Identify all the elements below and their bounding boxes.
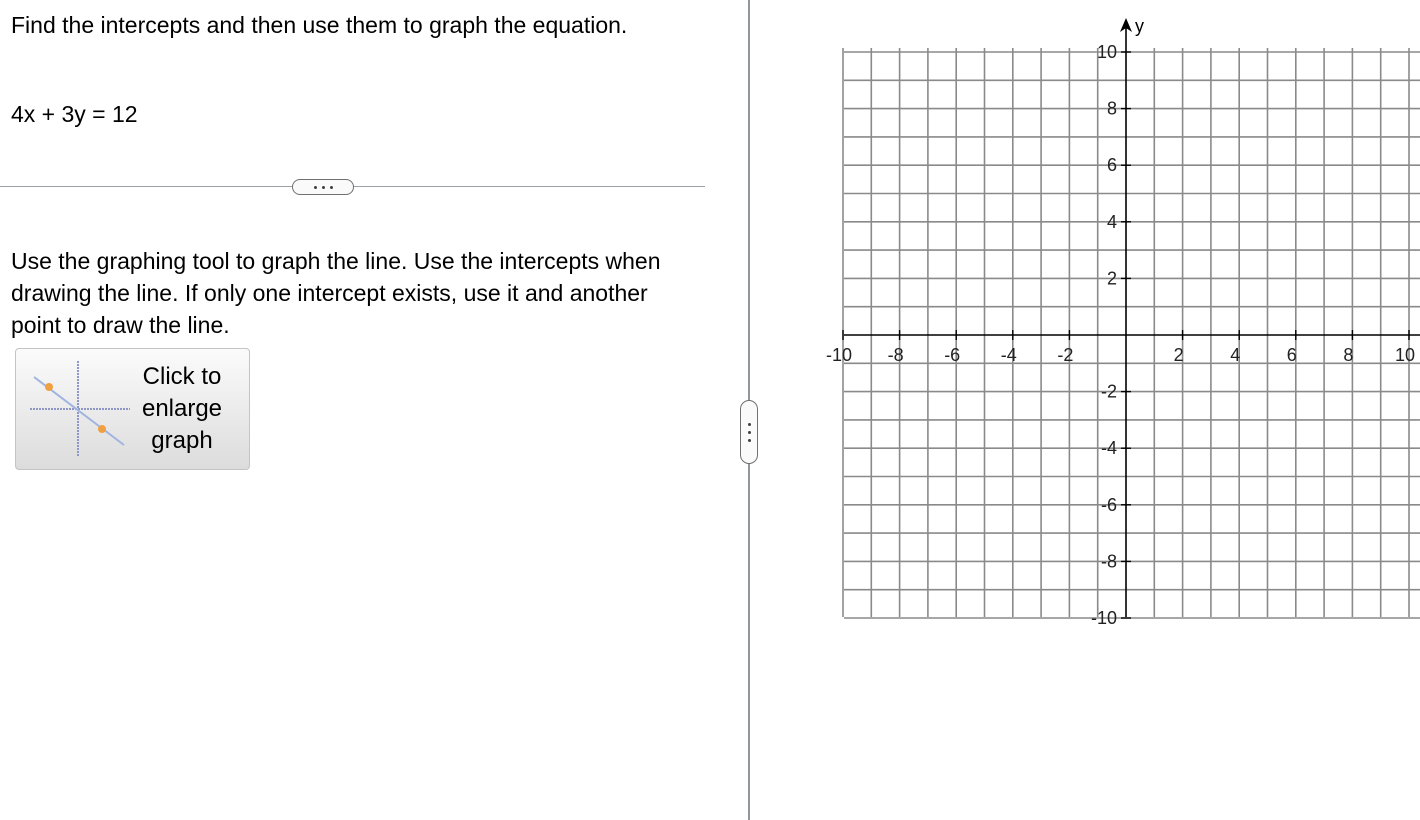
panel-splitter-handle[interactable] — [740, 400, 758, 464]
coordinate-grid[interactable] — [820, 10, 1420, 630]
y-axis-label: y — [1135, 16, 1144, 36]
instructions-text: Use the graphing tool to graph the line. Use the intercepts when drawing the line. If only one intercept exists, use it and another point to draw the line. — [11, 248, 661, 338]
x-tick-label: -2 — [1057, 345, 1074, 365]
x-tick-label: -8 — [887, 345, 904, 365]
y-tick-label: 2 — [1106, 268, 1117, 289]
graph-thumbnail-icon — [28, 359, 132, 459]
question-prompt: Find the intercepts and then use them to graph the equation. — [11, 12, 628, 38]
enlarge-graph-label: Click to enlarge graph — [141, 363, 223, 454]
equation: 4x + 3y = 12 — [11, 101, 138, 127]
y-tick-label: -6 — [1100, 494, 1117, 515]
y-tick-label: -2 — [1100, 381, 1117, 402]
more-dots-icon — [314, 186, 333, 189]
x-tick-label: 6 — [1286, 345, 1297, 365]
y-tick-label: -8 — [1100, 551, 1117, 572]
y-tick-label: 4 — [1106, 211, 1117, 232]
y-tick-label: -10 — [1090, 608, 1117, 628]
x-tick-label: 10 — [1394, 345, 1416, 365]
y-tick-label: 10 — [1096, 42, 1117, 62]
y-tick-label: 8 — [1106, 98, 1117, 119]
x-tick-label: 2 — [1173, 345, 1184, 365]
expand-divider-handle[interactable] — [292, 179, 354, 195]
x-tick-label: -6 — [944, 345, 961, 365]
enlarge-graph-button[interactable] — [15, 348, 250, 470]
x-tick-label: -4 — [1000, 345, 1017, 365]
x-tick-label: 8 — [1343, 345, 1354, 365]
graph-panel — [820, 10, 1420, 630]
more-dots-vertical-icon — [748, 423, 751, 442]
x-tick-label: 4 — [1230, 345, 1241, 365]
y-tick-label: 6 — [1106, 155, 1117, 176]
x-tick-label: -10 — [825, 345, 853, 365]
y-tick-label: -4 — [1100, 438, 1117, 459]
